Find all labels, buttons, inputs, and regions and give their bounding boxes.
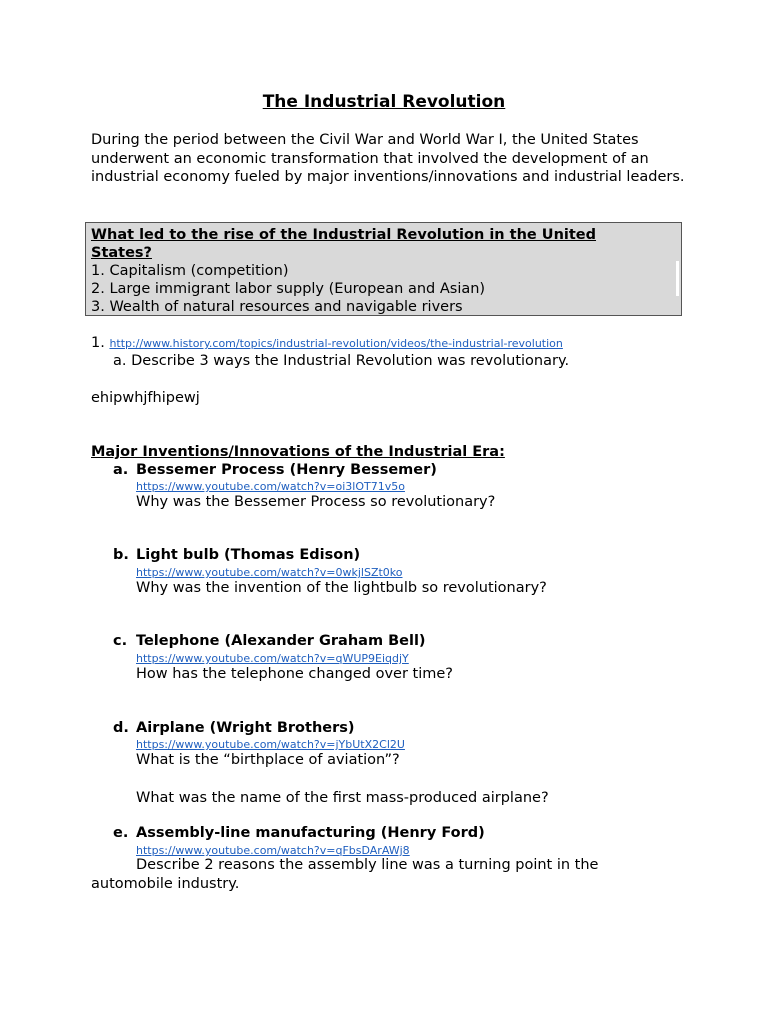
invention-name: Bessemer Process (Henry Bessemer): [136, 462, 437, 478]
invention-name: Light bulb (Thomas Edison): [136, 547, 361, 563]
invention-letter: d.: [113, 720, 129, 736]
invention-name: Telephone (Alexander Graham Bell): [136, 633, 426, 649]
history-video-link[interactable]: http://www.history.com/topics/industrial-revolution/videos/the-industrial-revolution: [109, 337, 563, 350]
intro-paragraph: During the period between the Civil War and World War I, the United States underwent an economic transformation that involved the development of an industrial economy fueled by major inventions/innovations and industrial leaders.: [91, 132, 685, 185]
box-item: 2. Large immigrant labor supply (European and Asian): [91, 281, 486, 297]
invention-question: Why was the invention of the lightbulb so revolutionary?: [136, 580, 547, 596]
box-question-line-1: What led to the rise of the Industrial Revolution in the United: [91, 227, 597, 243]
box-item: 3. Wealth of natural resources and navigable rivers: [91, 299, 463, 315]
invention-question: Why was the Bessemer Process so revolutionary?: [136, 494, 496, 510]
invention-name: Airplane (Wright Brothers): [136, 720, 355, 736]
invention-letter: c.: [113, 633, 128, 649]
invention-video-link[interactable]: https://www.youtube.com/watch?v=qFbsDArAWj8: [136, 844, 410, 857]
invention-question: Describe 2 reasons the assembly line was a turning point in the: [136, 857, 599, 873]
page-title: The Industrial Revolution: [262, 92, 506, 112]
invention-letter: e.: [113, 825, 129, 841]
question-1-prompt: a. Describe 3 ways the Industrial Revolution was revolutionary.: [113, 353, 570, 369]
answer-text[interactable]: ehipwhjfhipewj: [91, 390, 200, 406]
box-item: 1. Capitalism (competition): [91, 263, 289, 279]
invention-question: automobile industry.: [91, 876, 240, 892]
invention-video-link[interactable]: https://www.youtube.com/watch?v=qWUP9EiqdjY: [136, 652, 409, 665]
invention-video-link[interactable]: https://www.youtube.com/watch?v=jYbUtX2Cl2U: [136, 738, 405, 751]
question-number: 1.: [91, 335, 105, 351]
key-question-box: [85, 222, 682, 316]
box-question-line-2: States?: [91, 245, 152, 261]
invention-question: How has the telephone changed over time?: [136, 666, 454, 682]
invention-letter: b.: [113, 547, 129, 563]
invention-name: Assembly-line manufacturing (Henry Ford): [136, 825, 485, 841]
invention-video-link[interactable]: https://www.youtube.com/watch?v=oi3lOT71v5o: [136, 480, 405, 493]
invention-video-link[interactable]: https://www.youtube.com/watch?v=0wkjlSZt0ko: [136, 566, 403, 579]
question-1: [91, 335, 563, 351]
invention-question: What is the “birthplace of aviation”?: [136, 752, 400, 768]
inventions-heading: Major Inventions/Innovations of the Industrial Era:: [91, 444, 505, 460]
text-cursor-mark: [676, 261, 679, 296]
invention-question: What was the name of the first mass-produced airplane?: [136, 790, 549, 806]
invention-letter: a.: [113, 462, 129, 478]
